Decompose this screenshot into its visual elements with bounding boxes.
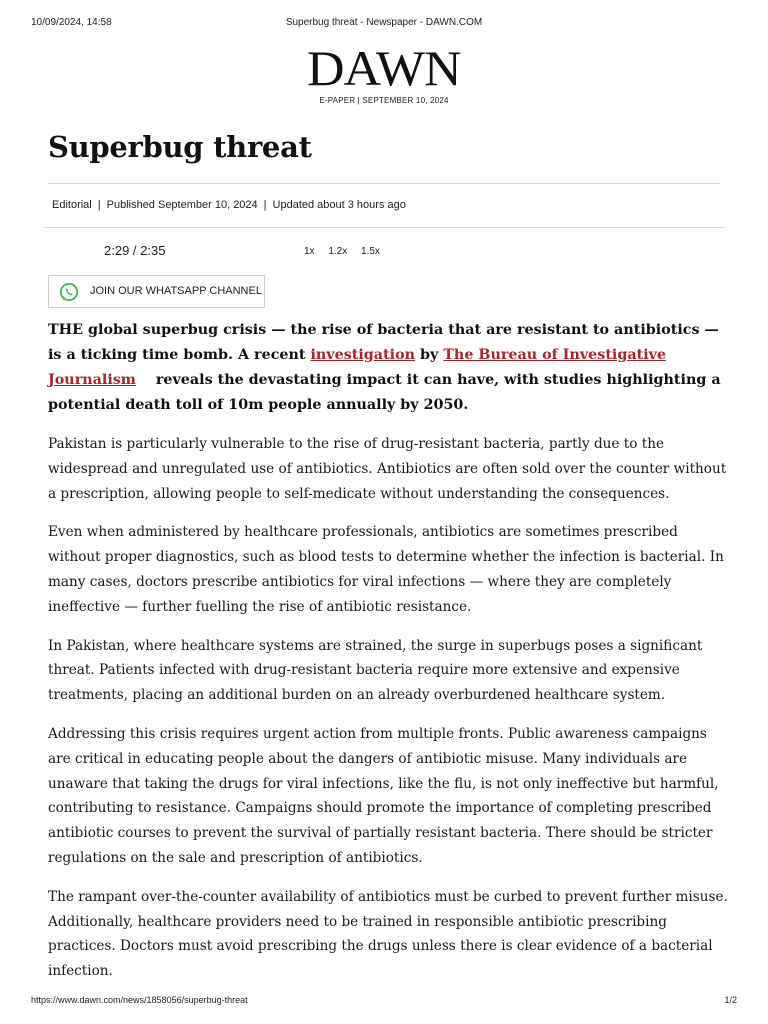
playback-speeds xyxy=(304,246,391,257)
bureau-link[interactable]: The Bureau of Investigative Journalism xyxy=(48,347,667,388)
article-meta xyxy=(52,199,406,211)
body-paragraph: The rampant over-the-counter availability of antibiotics must be curbed to prevent further misuse. Additionally, healthcare providers need to be trained in responsible antibiotic prescribing practices. Doctors must avoid prescribing the drugs unless there is clear evidence of a bacterial infection. xyxy=(48,888,728,980)
investigation-link[interactable]: investigation xyxy=(310,347,416,363)
page-number: 1/2 xyxy=(724,995,737,1005)
print-footer xyxy=(31,995,737,1009)
divider-top xyxy=(48,183,721,184)
edition-label: E-PAPER | SEPTEMBER 10, 2024 xyxy=(319,96,449,105)
speed-option-1x[interactable]: 1x xyxy=(304,246,315,257)
masthead xyxy=(0,40,768,105)
lead-paragraph xyxy=(48,318,728,418)
speed-option-1-5x[interactable]: 1.5x xyxy=(361,246,380,257)
whatsapp-icon xyxy=(59,282,79,302)
body-paragraph: Even when administered by healthcare professionals, antibiotics are sometimes prescribed without proper diagnostics, such as blood tests to determine whether the infection is bacterial. In many cases, doctors prescribe antibiotics for viral infections — where they are completely ineffective — further fuelling the rise of antibiotic resistance. xyxy=(48,524,724,615)
dawn-logo[interactable]: DAWN xyxy=(307,40,461,96)
divider-meta xyxy=(44,227,725,228)
body-paragraph: Addressing this crisis requires urgent action from multiple fronts. Public awareness campaigns are critical in educating people about the dangers of antibiotic misuse. Many individuals are unaware that taking the drugs for viral infections, like the flu, is not only ineffective but harmful, contributing to resistance. Campaigns should promote the importance of completing prescribed antibiotic courses to prevent the survival of partially resistant bacteria. There should be stricter regulations on the sale and prescription of antibiotics. xyxy=(48,725,719,866)
lead-text: reveals the devastating impact it can have, with studies highlighting a potential death toll of 10m people annually by 2050. xyxy=(48,372,726,413)
article-body xyxy=(48,318,728,998)
whatsapp-channel-label: JOIN OUR WHATSAPP CHANNEL xyxy=(90,285,262,297)
page-url: https://www.dawn.com/news/1858056/superbug-threat xyxy=(31,995,248,1005)
audio-time: 2:29 / 2:35 xyxy=(104,243,166,258)
category-link[interactable]: Editorial xyxy=(52,199,92,211)
lead-text: by xyxy=(415,347,444,363)
updated-time: Updated about 3 hours ago xyxy=(272,199,406,211)
article-headline: Superbug threat xyxy=(48,130,312,164)
print-header xyxy=(31,17,737,31)
print-date: 10/09/2024, 14:58 xyxy=(31,17,112,28)
lead-text: THE global superbug crisis — the rise of bacteria that are resistant to antibiotics — is a ticking time bomb. A recent xyxy=(48,322,719,363)
published-date: Published September 10, 2024 xyxy=(106,199,258,211)
body-paragraph: In Pakistan, where healthcare systems are strained, the surge in superbugs poses a significant threat. Patients infected with drug-resistant bacteria require more extensive and expensive treatments, placing an additional burden on an already overburdened healthcare system. xyxy=(48,637,703,704)
whatsapp-channel-button[interactable] xyxy=(48,275,265,308)
speed-option-1-2x[interactable]: 1.2x xyxy=(328,246,348,257)
meta-separator: | xyxy=(263,199,267,211)
print-page-title: Superbug threat - Newspaper - DAWN.COM xyxy=(285,17,483,28)
body-paragraph: Pakistan is particularly vulnerable to the rise of drug-resistant bacteria, partly due to the widespread and unregulated use of antibiotics. Antibiotics are often sold over the counter without a prescription, allowing people to self-medicate without understanding the consequences. xyxy=(48,436,727,502)
meta-separator: | xyxy=(97,199,101,211)
